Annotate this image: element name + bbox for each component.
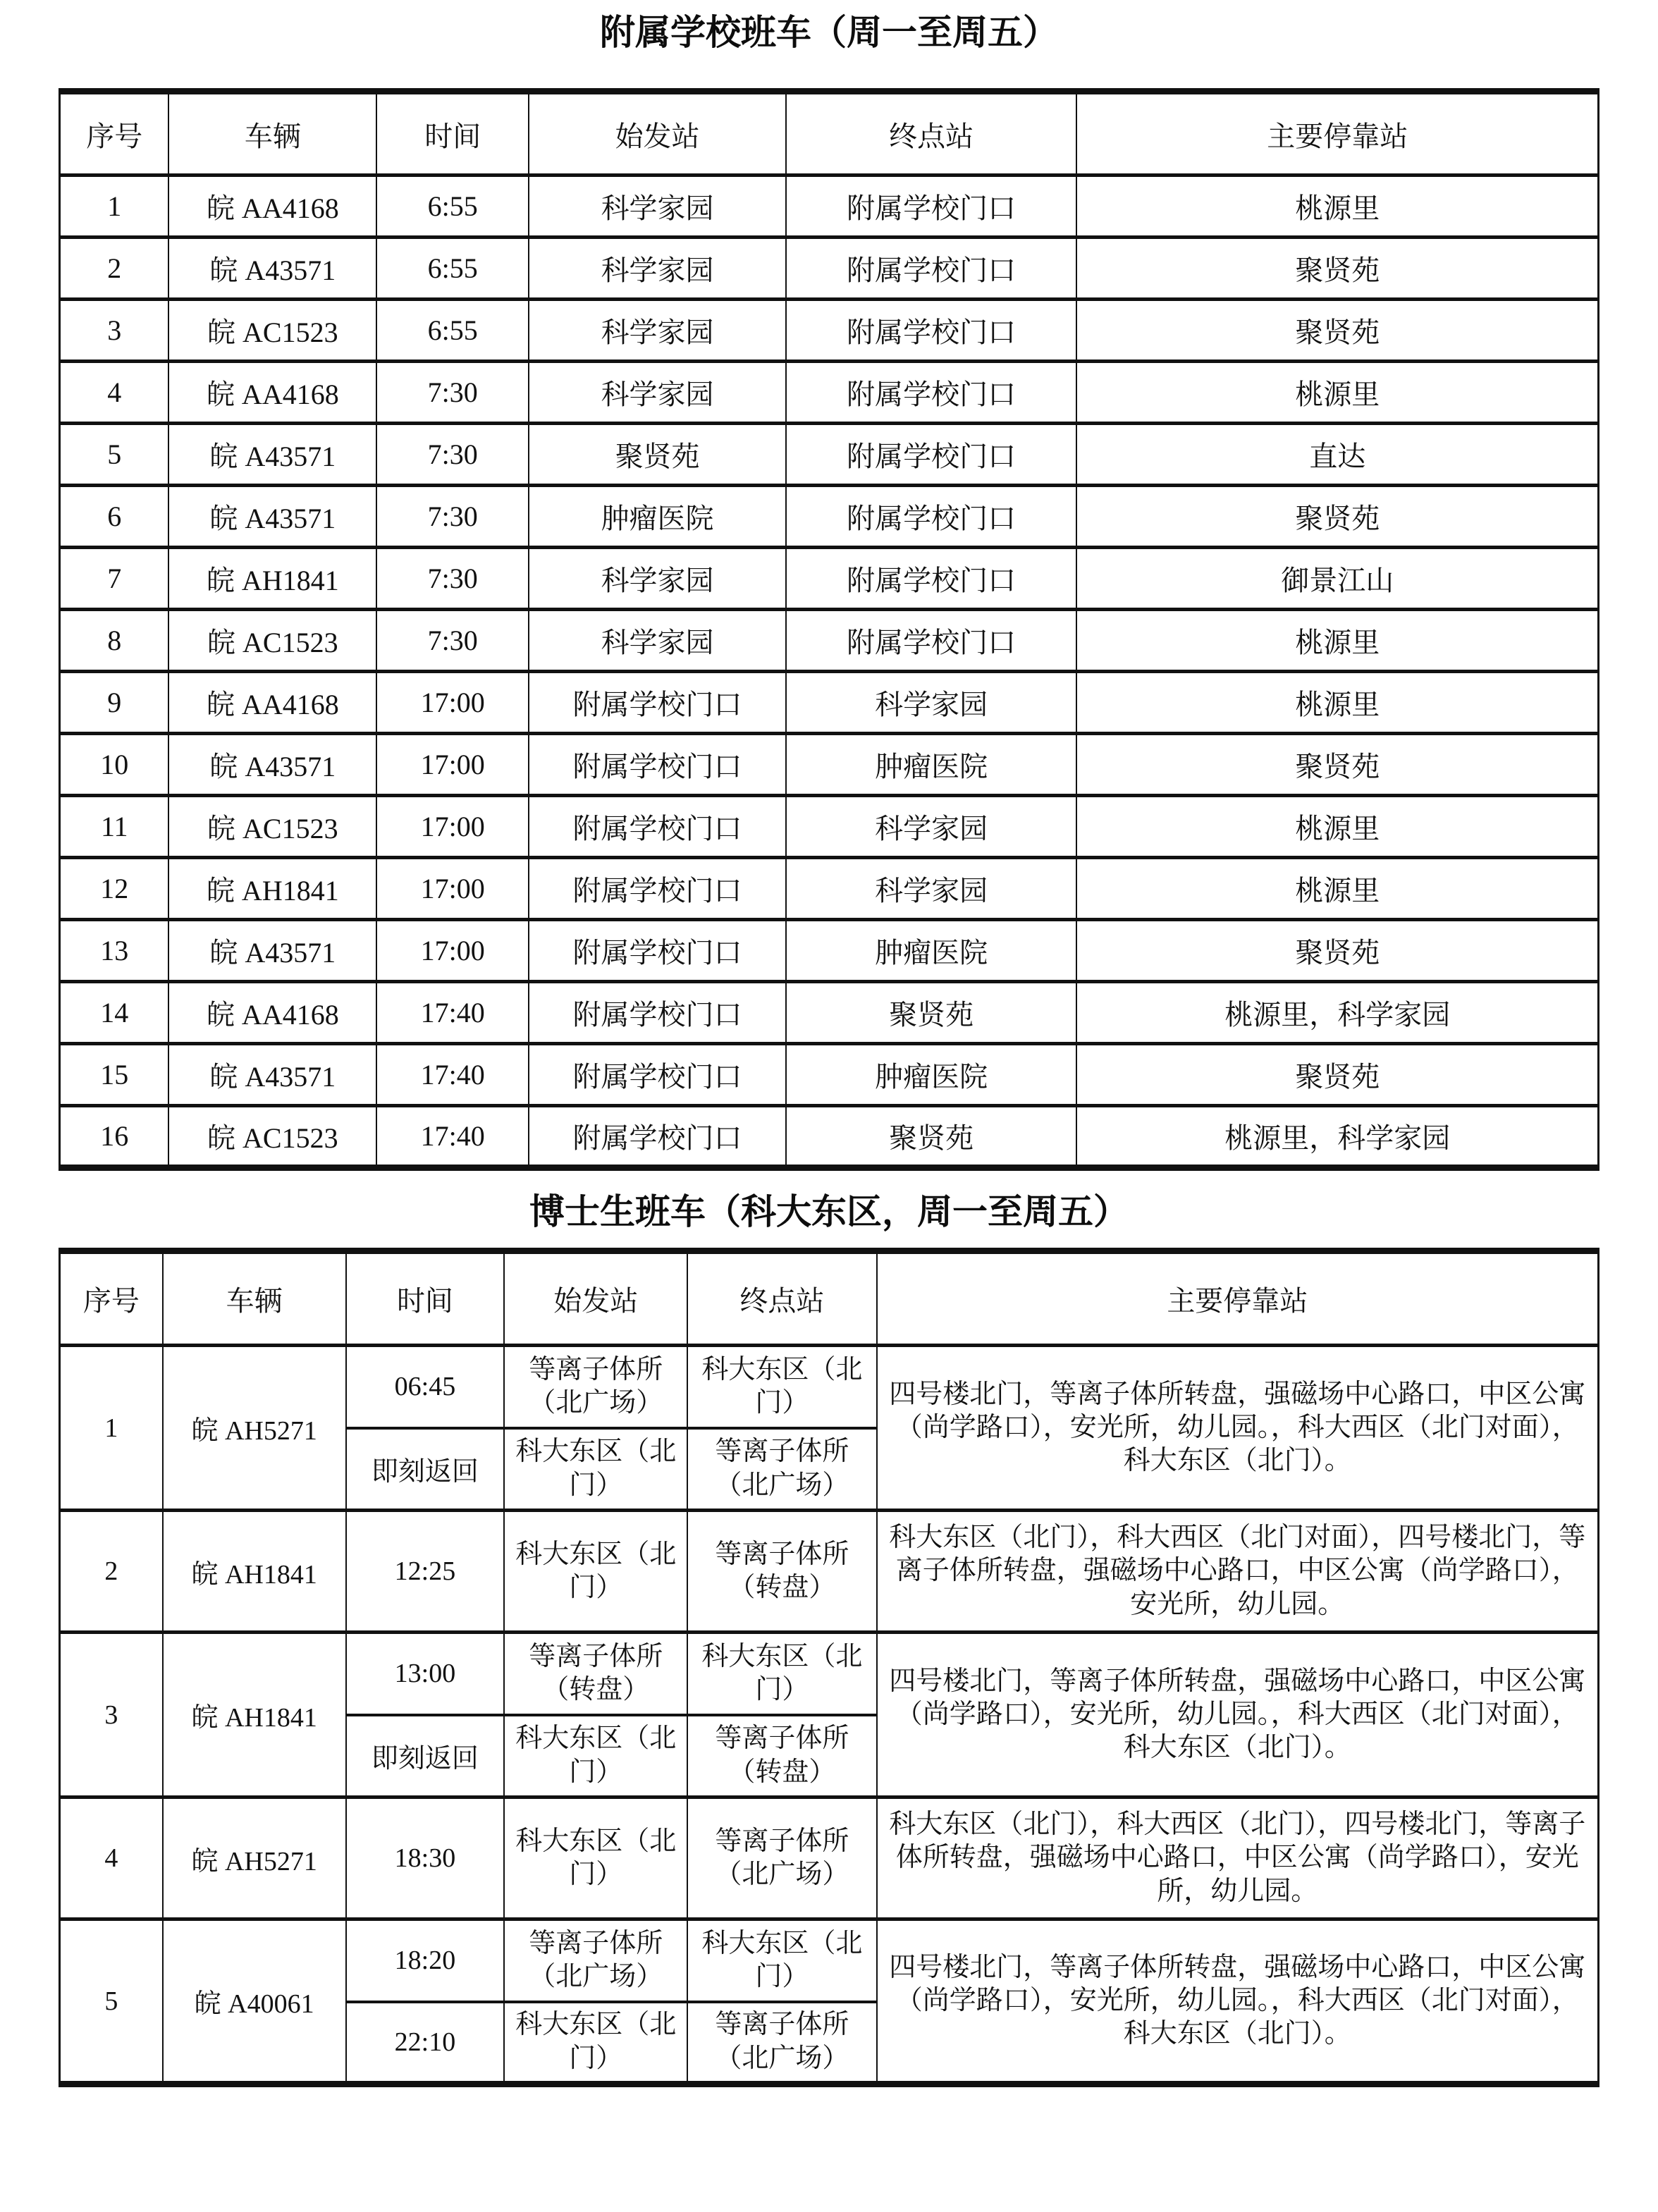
cell-seq: 14 [60, 982, 169, 1044]
cell-stops: 桃源里 [1076, 362, 1598, 424]
cell-origin: 附属学校门口 [529, 734, 786, 796]
table-row [60, 92, 1599, 176]
cell-stops: 聚贤苑 [1076, 920, 1598, 982]
cell-time: 17:40 [376, 1044, 529, 1106]
cell-vehicle: 皖 AH1841 [163, 1511, 346, 1633]
cell-origin: 科学家园 [529, 362, 786, 424]
cell-destination: 肿瘤医院 [786, 1044, 1077, 1106]
cell-seq: 7 [60, 548, 169, 610]
phd-shuttle-table [59, 1248, 1599, 2087]
cell-origin: 附属学校门口 [529, 672, 786, 734]
cell-stops: 御景江山 [1076, 548, 1598, 610]
cell-stops: 科大东区（北门），科大西区（北门对面），四号楼北门，等离子体所转盘，强磁场中心路口，中区公寓（尚学路口），安光所，幼儿园。 [877, 1511, 1599, 1633]
cell-origin: 科学家园 [529, 238, 786, 300]
column-header-origin: 始发站 [529, 92, 786, 176]
cell-origin: 科大东区（北门） [504, 1428, 687, 1511]
column-header-destination: 终点站 [687, 1251, 877, 1346]
cell-time: 7:30 [376, 486, 529, 548]
cell-origin: 科大东区（北门） [504, 1715, 687, 1798]
cell-stops: 直达 [1076, 424, 1598, 486]
cell-destination: 聚贤苑 [786, 982, 1077, 1044]
cell-vehicle: 皖 A43571 [168, 1044, 376, 1106]
cell-origin: 肿瘤医院 [529, 486, 786, 548]
cell-time: 即刻返回 [346, 1715, 505, 1798]
cell-origin: 科学家园 [529, 176, 786, 238]
cell-vehicle: 皖 AC1523 [168, 610, 376, 672]
cell-time: 6:55 [376, 300, 529, 362]
cell-seq: 8 [60, 610, 169, 672]
cell-origin: 科大东区（北门） [504, 1798, 687, 1919]
cell-stops: 科大东区（北门），科大西区（北门），四号楼北门，等离子体所转盘，强磁场中心路口，中区公寓（尚学路口），安光所，幼儿园。 [877, 1798, 1599, 1919]
cell-vehicle: 皖 AA4168 [168, 176, 376, 238]
cell-vehicle: 皖 A40061 [163, 1919, 346, 2084]
cell-destination: 科大东区（北门） [687, 1919, 877, 2002]
table-row [60, 424, 1599, 486]
cell-time: 7:30 [376, 610, 529, 672]
cell-stops: 桃源里 [1076, 176, 1598, 238]
cell-vehicle: 皖 AA4168 [168, 982, 376, 1044]
column-header-vehicle: 车辆 [168, 92, 376, 176]
column-header-time: 时间 [346, 1251, 505, 1346]
table-row [60, 734, 1599, 796]
table-row [60, 1798, 1599, 1919]
cell-vehicle: 皖 AC1523 [168, 796, 376, 858]
cell-stops: 四号楼北门，等离子体所转盘，强磁场中心路口，中区公寓（尚学路口），安光所，幼儿园。，科大西区（北门对面），科大东区（北门）。 [877, 1919, 1599, 2084]
cell-stops: 聚贤苑 [1076, 734, 1598, 796]
cell-destination: 附属学校门口 [786, 238, 1077, 300]
table-row [60, 610, 1599, 672]
cell-destination: 等离子体所（北广场） [687, 1428, 877, 1511]
cell-time: 7:30 [376, 548, 529, 610]
cell-seq: 1 [60, 176, 169, 238]
column-header-time: 时间 [376, 92, 529, 176]
cell-seq: 2 [60, 1511, 163, 1633]
cell-time: 6:55 [376, 176, 529, 238]
table-body [60, 176, 1599, 1168]
cell-origin: 聚贤苑 [529, 424, 786, 486]
table-row [60, 238, 1599, 300]
cell-time: 22:10 [346, 2002, 505, 2084]
phd-shuttle-title: 博士生班车（科大东区，周一至周五） [529, 1192, 1129, 1231]
cell-time: 即刻返回 [346, 1428, 505, 1511]
cell-destination: 附属学校门口 [786, 610, 1077, 672]
cell-origin: 等离子体所（转盘） [504, 1633, 687, 1715]
cell-time: 17:00 [376, 672, 529, 734]
cell-origin: 科学家园 [529, 300, 786, 362]
cell-vehicle: 皖 A43571 [168, 238, 376, 300]
cell-destination: 肿瘤医院 [786, 734, 1077, 796]
cell-stops: 聚贤苑 [1076, 238, 1598, 300]
cell-origin: 科大东区（北门） [504, 2002, 687, 2084]
cell-destination: 附属学校门口 [786, 548, 1077, 610]
cell-seq: 3 [60, 1633, 163, 1798]
cell-vehicle: 皖 A43571 [168, 734, 376, 796]
cell-origin: 附属学校门口 [529, 982, 786, 1044]
cell-origin: 科学家园 [529, 548, 786, 610]
cell-destination: 科大东区（北门） [687, 1346, 877, 1428]
cell-time: 18:30 [346, 1798, 505, 1919]
cell-destination: 等离子体所（北广场） [687, 1798, 877, 1919]
cell-destination: 等离子体所（北广场） [687, 2002, 877, 2084]
cell-seq: 6 [60, 486, 169, 548]
cell-origin: 附属学校门口 [529, 1044, 786, 1106]
cell-vehicle: 皖 AH5271 [163, 1346, 346, 1511]
table-row [60, 1106, 1599, 1168]
cell-stops: 聚贤苑 [1076, 486, 1598, 548]
cell-origin: 等离子体所（北广场） [504, 1346, 687, 1428]
cell-stops: 四号楼北门，等离子体所转盘，强磁场中心路口，中区公寓（尚学路口），安光所，幼儿园。，科大西区（北门对面），科大东区（北门）。 [877, 1633, 1599, 1798]
cell-stops: 聚贤苑 [1076, 1044, 1598, 1106]
table-row [60, 796, 1599, 858]
cell-time: 17:00 [376, 858, 529, 920]
column-header-seq: 序号 [60, 1251, 163, 1346]
cell-stops: 桃源里 [1076, 796, 1598, 858]
cell-destination: 科学家园 [786, 858, 1077, 920]
cell-vehicle: 皖 AH5271 [163, 1798, 346, 1919]
cell-seq: 3 [60, 300, 169, 362]
cell-seq: 4 [60, 1798, 163, 1919]
cell-seq: 12 [60, 858, 169, 920]
cell-seq: 13 [60, 920, 169, 982]
cell-origin: 等离子体所（北广场） [504, 1919, 687, 2002]
table-row [60, 176, 1599, 238]
cell-time: 17:00 [376, 734, 529, 796]
cell-stops: 桃源里 [1076, 672, 1598, 734]
cell-seq: 15 [60, 1044, 169, 1106]
cell-time: 12:25 [346, 1511, 505, 1633]
column-header-vehicle: 车辆 [163, 1251, 346, 1346]
table-row [60, 858, 1599, 920]
cell-destination: 附属学校门口 [786, 424, 1077, 486]
cell-seq: 4 [60, 362, 169, 424]
cell-destination: 等离子体所（转盘） [687, 1511, 877, 1633]
cell-stops: 桃源里，科学家园 [1076, 982, 1598, 1044]
cell-time: 7:30 [376, 424, 529, 486]
cell-destination: 科大东区（北门） [687, 1633, 877, 1715]
cell-time: 17:40 [376, 1106, 529, 1168]
affiliated-school-shuttle-table [59, 88, 1599, 1171]
column-header-stops: 主要停靠站 [1076, 92, 1598, 176]
cell-stops: 聚贤苑 [1076, 300, 1598, 362]
column-header-origin: 始发站 [504, 1251, 687, 1346]
cell-vehicle: 皖 AC1523 [168, 1106, 376, 1168]
table-row [60, 1919, 1599, 2002]
cell-time: 17:00 [376, 920, 529, 982]
cell-seq: 9 [60, 672, 169, 734]
table-row [60, 1511, 1599, 1633]
cell-seq: 5 [60, 424, 169, 486]
cell-destination: 附属学校门口 [786, 486, 1077, 548]
cell-seq: 16 [60, 1106, 169, 1168]
cell-time: 17:00 [376, 796, 529, 858]
cell-stops: 桃源里，科学家园 [1076, 1106, 1598, 1168]
table-row [60, 1633, 1599, 1715]
cell-vehicle: 皖 A43571 [168, 424, 376, 486]
cell-vehicle: 皖 A43571 [168, 920, 376, 982]
cell-origin: 附属学校门口 [529, 1106, 786, 1168]
cell-destination: 科学家园 [786, 796, 1077, 858]
cell-destination: 附属学校门口 [786, 362, 1077, 424]
cell-seq: 2 [60, 238, 169, 300]
cell-destination: 附属学校门口 [786, 176, 1077, 238]
cell-time: 6:55 [376, 238, 529, 300]
schedule-document [59, 0, 1599, 2087]
column-header-stops: 主要停靠站 [877, 1251, 1599, 1346]
cell-time: 18:20 [346, 1919, 505, 2002]
cell-vehicle: 皖 AA4168 [168, 672, 376, 734]
cell-seq: 10 [60, 734, 169, 796]
cell-vehicle: 皖 AH1841 [163, 1633, 346, 1798]
cell-time: 17:40 [376, 982, 529, 1044]
table-row [60, 1044, 1599, 1106]
cell-origin: 附属学校门口 [529, 858, 786, 920]
cell-origin: 科学家园 [529, 610, 786, 672]
affiliated-school-shuttle-title: 附属学校班车（周一至周五） [600, 13, 1058, 52]
table-row [60, 486, 1599, 548]
table-row [60, 672, 1599, 734]
table-header-row [60, 92, 1599, 176]
cell-vehicle: 皖 A43571 [168, 486, 376, 548]
cell-vehicle: 皖 AC1523 [168, 300, 376, 362]
cell-destination: 等离子体所（转盘） [687, 1715, 877, 1798]
cell-seq: 1 [60, 1346, 163, 1511]
cell-origin: 附属学校门口 [529, 920, 786, 982]
cell-vehicle: 皖 AA4168 [168, 362, 376, 424]
cell-destination: 附属学校门口 [786, 300, 1077, 362]
table-row [60, 1251, 1599, 1346]
cell-destination: 科学家园 [786, 672, 1077, 734]
table-row [60, 982, 1599, 1044]
table-body [60, 1346, 1599, 2084]
table-row [60, 300, 1599, 362]
table-row [60, 920, 1599, 982]
cell-time: 13:00 [346, 1633, 505, 1715]
cell-origin: 附属学校门口 [529, 796, 786, 858]
cell-destination: 聚贤苑 [786, 1106, 1077, 1168]
cell-stops: 桃源里 [1076, 858, 1598, 920]
cell-vehicle: 皖 AH1841 [168, 858, 376, 920]
column-header-seq: 序号 [60, 92, 169, 176]
table-header-row [60, 1251, 1599, 1346]
cell-seq: 5 [60, 1919, 163, 2084]
cell-stops: 四号楼北门，等离子体所转盘，强磁场中心路口，中区公寓（尚学路口），安光所，幼儿园。，科大西区（北门对面），科大东区（北门）。 [877, 1346, 1599, 1511]
table-row [60, 548, 1599, 610]
cell-vehicle: 皖 AH1841 [168, 548, 376, 610]
column-header-destination: 终点站 [786, 92, 1077, 176]
cell-time: 06:45 [346, 1346, 505, 1428]
table-row [60, 362, 1599, 424]
cell-origin: 科大东区（北门） [504, 1511, 687, 1633]
cell-destination: 肿瘤医院 [786, 920, 1077, 982]
cell-time: 7:30 [376, 362, 529, 424]
table-row [60, 1346, 1599, 1428]
cell-stops: 桃源里 [1076, 610, 1598, 672]
cell-seq: 11 [60, 796, 169, 858]
